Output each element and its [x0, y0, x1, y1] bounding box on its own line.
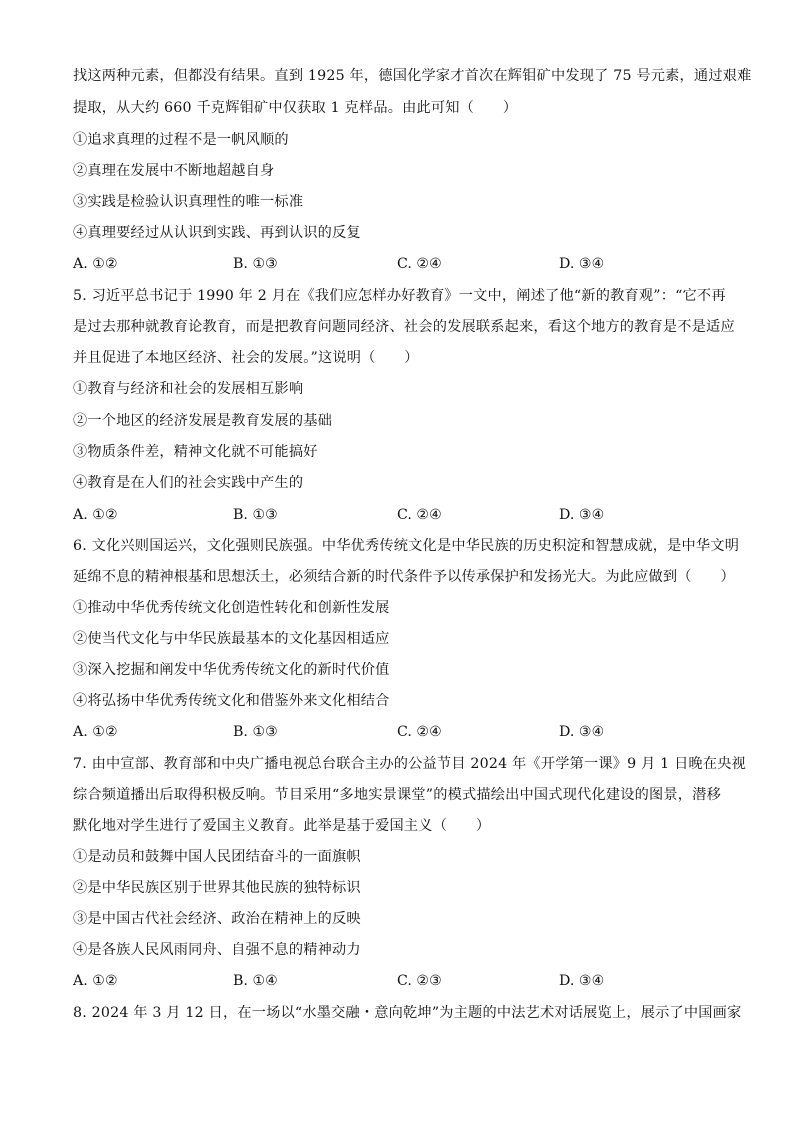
q4-option-c: C. ②④	[397, 256, 442, 272]
q5-statement: ④教育是在人们的社会实践中产生的	[73, 475, 304, 491]
q5-stem-line: 并且促进了本地区经济、社会的发展。”这说明（ ）	[73, 350, 419, 366]
q8-stem-line: 8. 2024 年 3 月 12 日，在一场以“水墨交融・意向乾坤”为主题的中法艺术对话展览上，展示了中国画家	[73, 1005, 742, 1021]
q7-statement: ②是中华民族区别于世界其他民族的独特标识	[73, 880, 361, 896]
q6-stem-line: 延绵不息的精神根基和思想沃土，必须结合新的时代条件予以传承保护和发扬光大。为此应做到（ ）	[73, 569, 735, 585]
q5-statement: ②一个地区的经济发展是教育发展的基础	[73, 413, 332, 429]
q6-statement: ③深入挖掘和阐发中华优秀传统文化的新时代价值	[73, 662, 390, 678]
q5-option-b: B. ①③	[233, 507, 278, 523]
q4-option-a: A. ①②	[73, 256, 118, 272]
q4-statement: ①追求真理的过程不是一帆风顺的	[73, 132, 289, 148]
q4-stem-line: 找这两种元素，但都没有结果。直到 1925 年，德国化学家才首次在辉钼矿中发现了 75 号元素，通过艰难	[73, 68, 752, 84]
q4-option-b: B. ①③	[233, 256, 278, 272]
q7-option-c: C. ②③	[397, 973, 442, 989]
q7-statement: ①是动员和鼓舞中国人民团结奋斗的一面旗帜	[73, 849, 361, 865]
q5-option-d: D. ③④	[559, 507, 605, 523]
q4-statement: ③实践是检验认识真理性的唯一标准	[73, 194, 304, 210]
q7-statement: ④是各族人民风雨同舟、自强不息的精神动力	[73, 942, 361, 958]
q5-stem-line: 5. 习近平总书记于 1990 年 2 月在《我们应怎样办好教育》一文中，阐述了他“新的教育观”：“它不再	[73, 288, 726, 304]
q7-stem-line: 综合频道播出后取得积极反响。节目采用“多地实景课堂”的模式描绘出中国式现代化建设的图景，潜移	[73, 787, 721, 803]
q7-stem-line: 默化地对学生进行了爱国主义教育。此举是基于爱国主义（ ）	[73, 818, 491, 834]
q6-option-b: B. ①③	[233, 724, 278, 740]
q6-statement: ④将弘扬中华优秀传统文化和借鉴外来文化相结合	[73, 693, 390, 709]
q6-option-d: D. ③④	[559, 724, 605, 740]
q5-statement: ③物质条件差，精神文化就不可能搞好	[73, 444, 318, 460]
q4-option-d: D. ③④	[559, 256, 605, 272]
q4-statement: ④真理要经过从认识到实践、再到认识的反复	[73, 225, 361, 241]
q7-option-d: D. ③④	[559, 973, 605, 989]
q6-option-a: A. ①②	[73, 724, 118, 740]
q6-option-c: C. ②④	[397, 724, 442, 740]
q6-stem-line: 6. 文化兴则国运兴，文化强则民族强。中华优秀传统文化是中华民族的历史积淀和智慧成就，是中华文明	[73, 538, 740, 554]
q4-statement: ②真理在发展中不断地超越自身	[73, 163, 275, 179]
q7-statement: ③是中国古代社会经济、政治在精神上的反映	[73, 911, 361, 927]
q5-option-a: A. ①②	[73, 507, 118, 523]
q5-stem-line: 是过去那种就教育论教育，而是把教育问题同经济、社会的发展联系起来，看这个地方的教育是不是适应	[73, 319, 735, 335]
q5-option-c: C. ②④	[397, 507, 442, 523]
q6-statement: ①推动中华优秀传统文化创造性转化和创新性发展	[73, 600, 390, 616]
q7-option-a: A. ①②	[73, 973, 118, 989]
q7-option-b: B. ①④	[233, 973, 278, 989]
q5-statement: ①教育与经济和社会的发展相互影响	[73, 381, 304, 397]
q6-statement: ②使当代文化与中华民族最基本的文化基因相适应	[73, 631, 390, 647]
q7-stem-line: 7. 由中宣部、教育部和中央广播电视总台联合主办的公益节目 2024 年《开学第一课》9 月 1 日晚在央视	[73, 756, 747, 772]
q4-stem-line: 提取，从大约 660 千克辉钼矿中仅获取 1 克样品。由此可知（ ）	[73, 100, 518, 116]
